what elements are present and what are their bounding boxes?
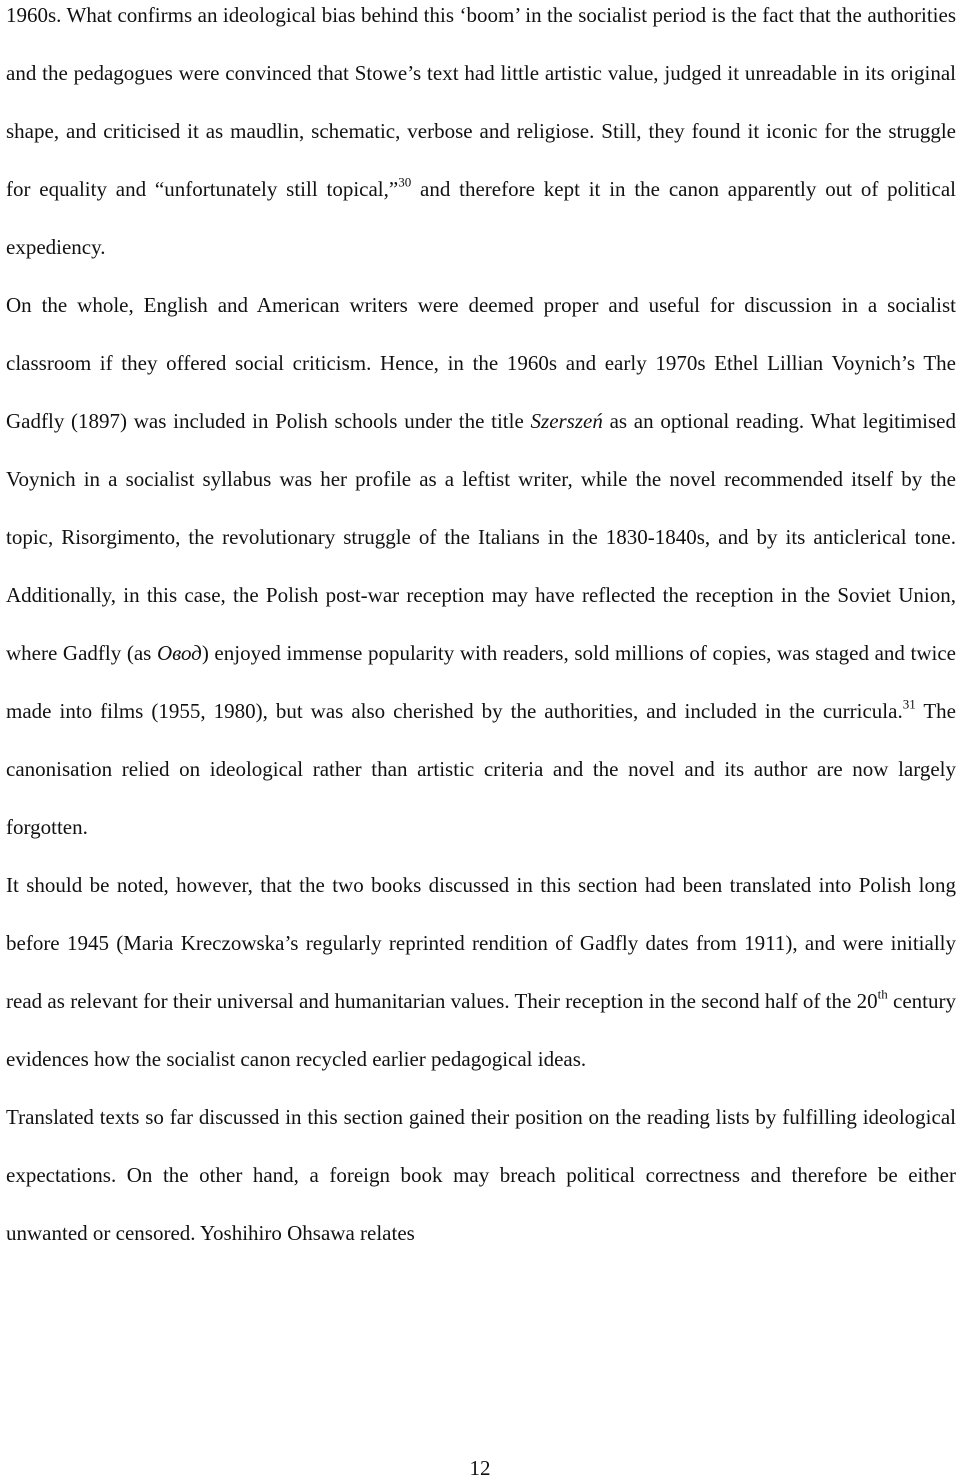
page-number: 12 (469, 1456, 491, 1480)
paragraph (6, 856, 956, 1088)
text-run: and therefore kept it in the canon apparently out of political expediency. (6, 177, 956, 259)
paragraph (6, 0, 956, 276)
text-run: It should be noted, however, that the two books discussed in this section had been translated into Polish long before 1945 (Maria Kreczowska’s regularly reprinted rendition of Gadfly dates from 1911), and were initially read as relevant for their universal and humanitarian values. Their reception in the second half of the 20 (6, 873, 956, 1013)
paragraph (6, 1088, 956, 1262)
body-text (6, 0, 956, 1262)
footnote-ref: 31 (902, 696, 916, 712)
text-run: century evidences how the socialist canon recycled earlier pedagogical ideas. (6, 989, 956, 1071)
italic-title: Овод (156, 641, 202, 665)
text-run: ) enjoyed immense popularity with readers, sold millions of copies, was staged and twice made into films (1955, 1980), but was also cherished by the authorities, and included in the curricula. (6, 641, 956, 723)
text-run: The canonisation relied on ideological rather than artistic criteria and the novel and its author are now largely forgotten. (6, 699, 956, 839)
text-run: as an optional reading. What legitimised Voynich in a socialist syllabus was her profile as a leftist writer, while the novel recommended itself by the topic, Risorgimento, the revolutionary struggle of the Italians in the 1830-1840s, and by its anticlerical tone. Additionally, in this case, the Polish post-war reception may have reflected the reception in the Soviet Union, where Gadfly (as (6, 409, 956, 665)
text-run: 1960s. What confirms an ideological bias behind this ‘boom’ in the socialist period is the fact that the authorities and the pedagogues were convinced that Stowe’s text had little artistic value, judged it unreadable in its original shape, and criticised it as maudlin, schematic, verbose and religiose. Still, they found it iconic for the struggle for equality and “unfortunately still topical,” (6, 3, 956, 201)
ordinal-suffix: th (877, 986, 888, 1002)
text-run: Translated texts so far discussed in this section gained their position on the reading lists by fulfilling ideological expectations. On the other hand, a foreign book may breach political correctness and therefore be either unwanted or censored. Yoshihiro Ohsawa relates (6, 1105, 956, 1245)
paragraph (6, 276, 956, 856)
text-run: On the whole, English and American writers were deemed proper and useful for discussion in a socialist classroom if they offered social criticism. Hence, in the 1960s and early 1970s Ethel Lillian Voynich’s The Gadfly (1897) was included in Polish schools under the title (6, 293, 956, 433)
footnote-ref: 30 (398, 174, 412, 190)
italic-title: Szerszeń (530, 409, 603, 433)
